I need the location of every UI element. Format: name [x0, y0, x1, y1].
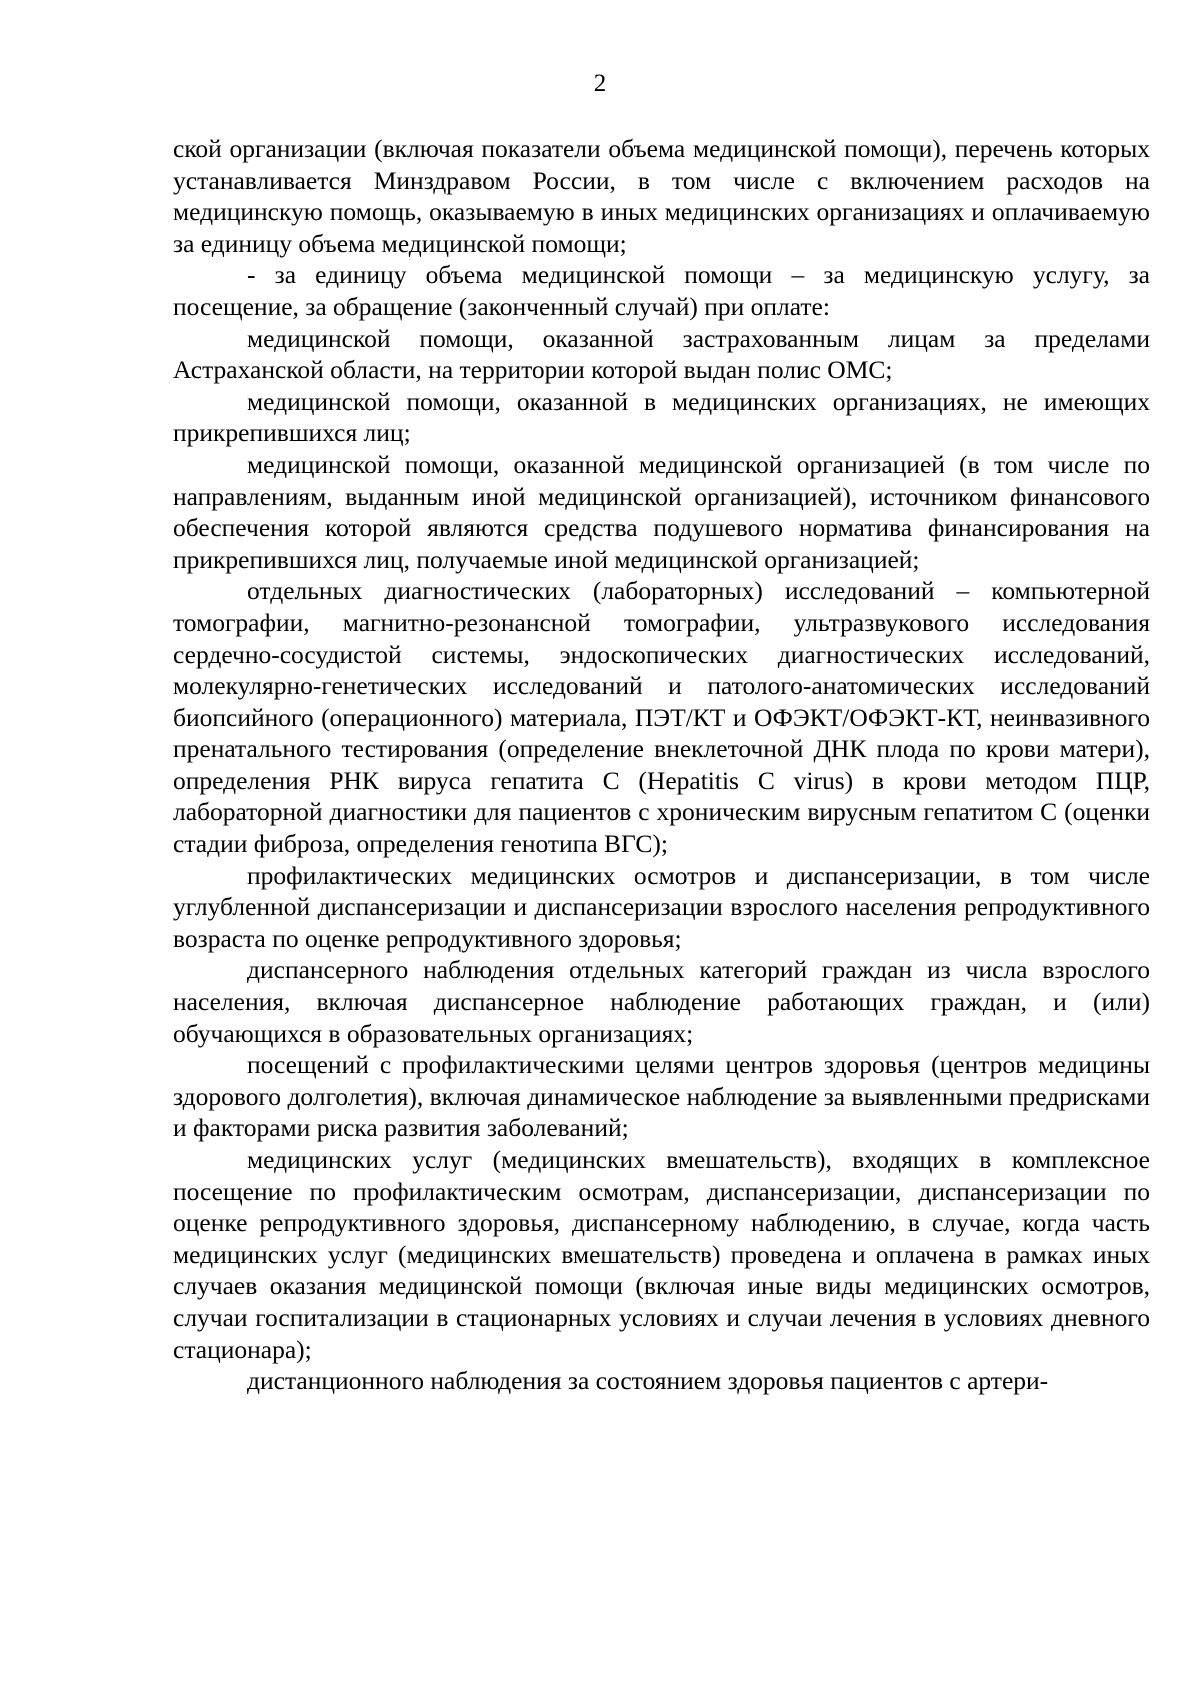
paragraph: посещений с профилактическими целями центров здоровья (центров медицины здорового долголетия), включая динамическое наблюдение за выявленными предрисками и факторами риска развития заболеваний;: [173, 1050, 1150, 1143]
paragraph: медицинской помощи, оказанной в медицинских организациях, не имеющих прикрепившихся лиц;: [173, 386, 1150, 448]
paragraph: медицинской помощи, оказанной застрахованным лицам за пределами Астраханской области, на территории которой выдан полис ОМС;: [173, 323, 1150, 385]
paragraph: - за единицу объема медицинской помощи – за медицинскую услугу, за посещение, за обращение (законченный случай) при оплате:: [173, 260, 1150, 321]
page-number: 2: [593, 70, 607, 97]
paragraph: диспансерного наблюдения отдельных категорий граждан из числа взрослого населения, включая диспансерное наблюдение работающих граждан, и (или) обучающихся в образовательных организациях;: [173, 955, 1150, 1048]
document-body: [173, 133, 1150, 1397]
paragraph: профилактических медицинских осмотров и диспансеризации, в том числе углубленной диспансеризации и диспансеризации взрослого населения репродуктивного возраста по оценке репродуктивного здоровья;: [173, 860, 1150, 953]
paragraph: отдельных диагностических (лабораторных) исследований – компьютерной томографии, магнитно-резонансной томографии, ультразвукового исследования сердечно-сосудистой системы, эндоскопических диагностических исследований, молекулярно-генетических исследований и патолого-анатомических исследований биопсийного (операционного) материала, ПЭТ/КТ и ОФЭКТ/ОФЭКТ-КТ, неинвазивного пренатального тестирования (определение внеклеточной ДНК плода по крови матери), определения РНК вируса гепатита С (Hepatitis C virus) в крови методом ПЦР, лабораторной диагностики для пациентов с хроническим вирусным гепатитом С (оценки стадии фиброза, определения генотипа ВГС);: [173, 576, 1150, 859]
paragraph: дистанционного наблюдения за состоянием здоровья пациентов с артери-: [247, 1366, 1049, 1396]
paragraph: медицинских услуг (медицинских вмешательств), входящих в комплексное посещение по профилактическим осмотрам, диспансеризации, диспансеризации по оценке репродуктивного здоровья, диспансерному наблюдению, в случае, когда часть медицинских услуг (медицинских вмешательств) проведена и оплачена в рамках иных случаев оказания медицинской помощи (включая иные виды медицинских осмотров, случаи госпитализации в стационарных условиях и случаи лечения в условиях дневного стационара);: [173, 1145, 1150, 1364]
paragraph: медицинской помощи, оказанной медицинской организацией (в том числе по направлениям, выданным иной медицинской организацией), источником финансового обеспечения которой являются средства подушевого норматива финансирования на прикрепившихся лиц, получаемые иной медицинской организацией;: [173, 449, 1150, 574]
paragraph: ской организации (включая показатели объема медицинской помощи), перечень которых устанавливается Минздравом России, в том числе с включением расходов на медицинскую помощь, оказываемую в иных медицинских организациях и оплачиваемую за единицу объема медицинской помощи;: [173, 134, 1150, 258]
